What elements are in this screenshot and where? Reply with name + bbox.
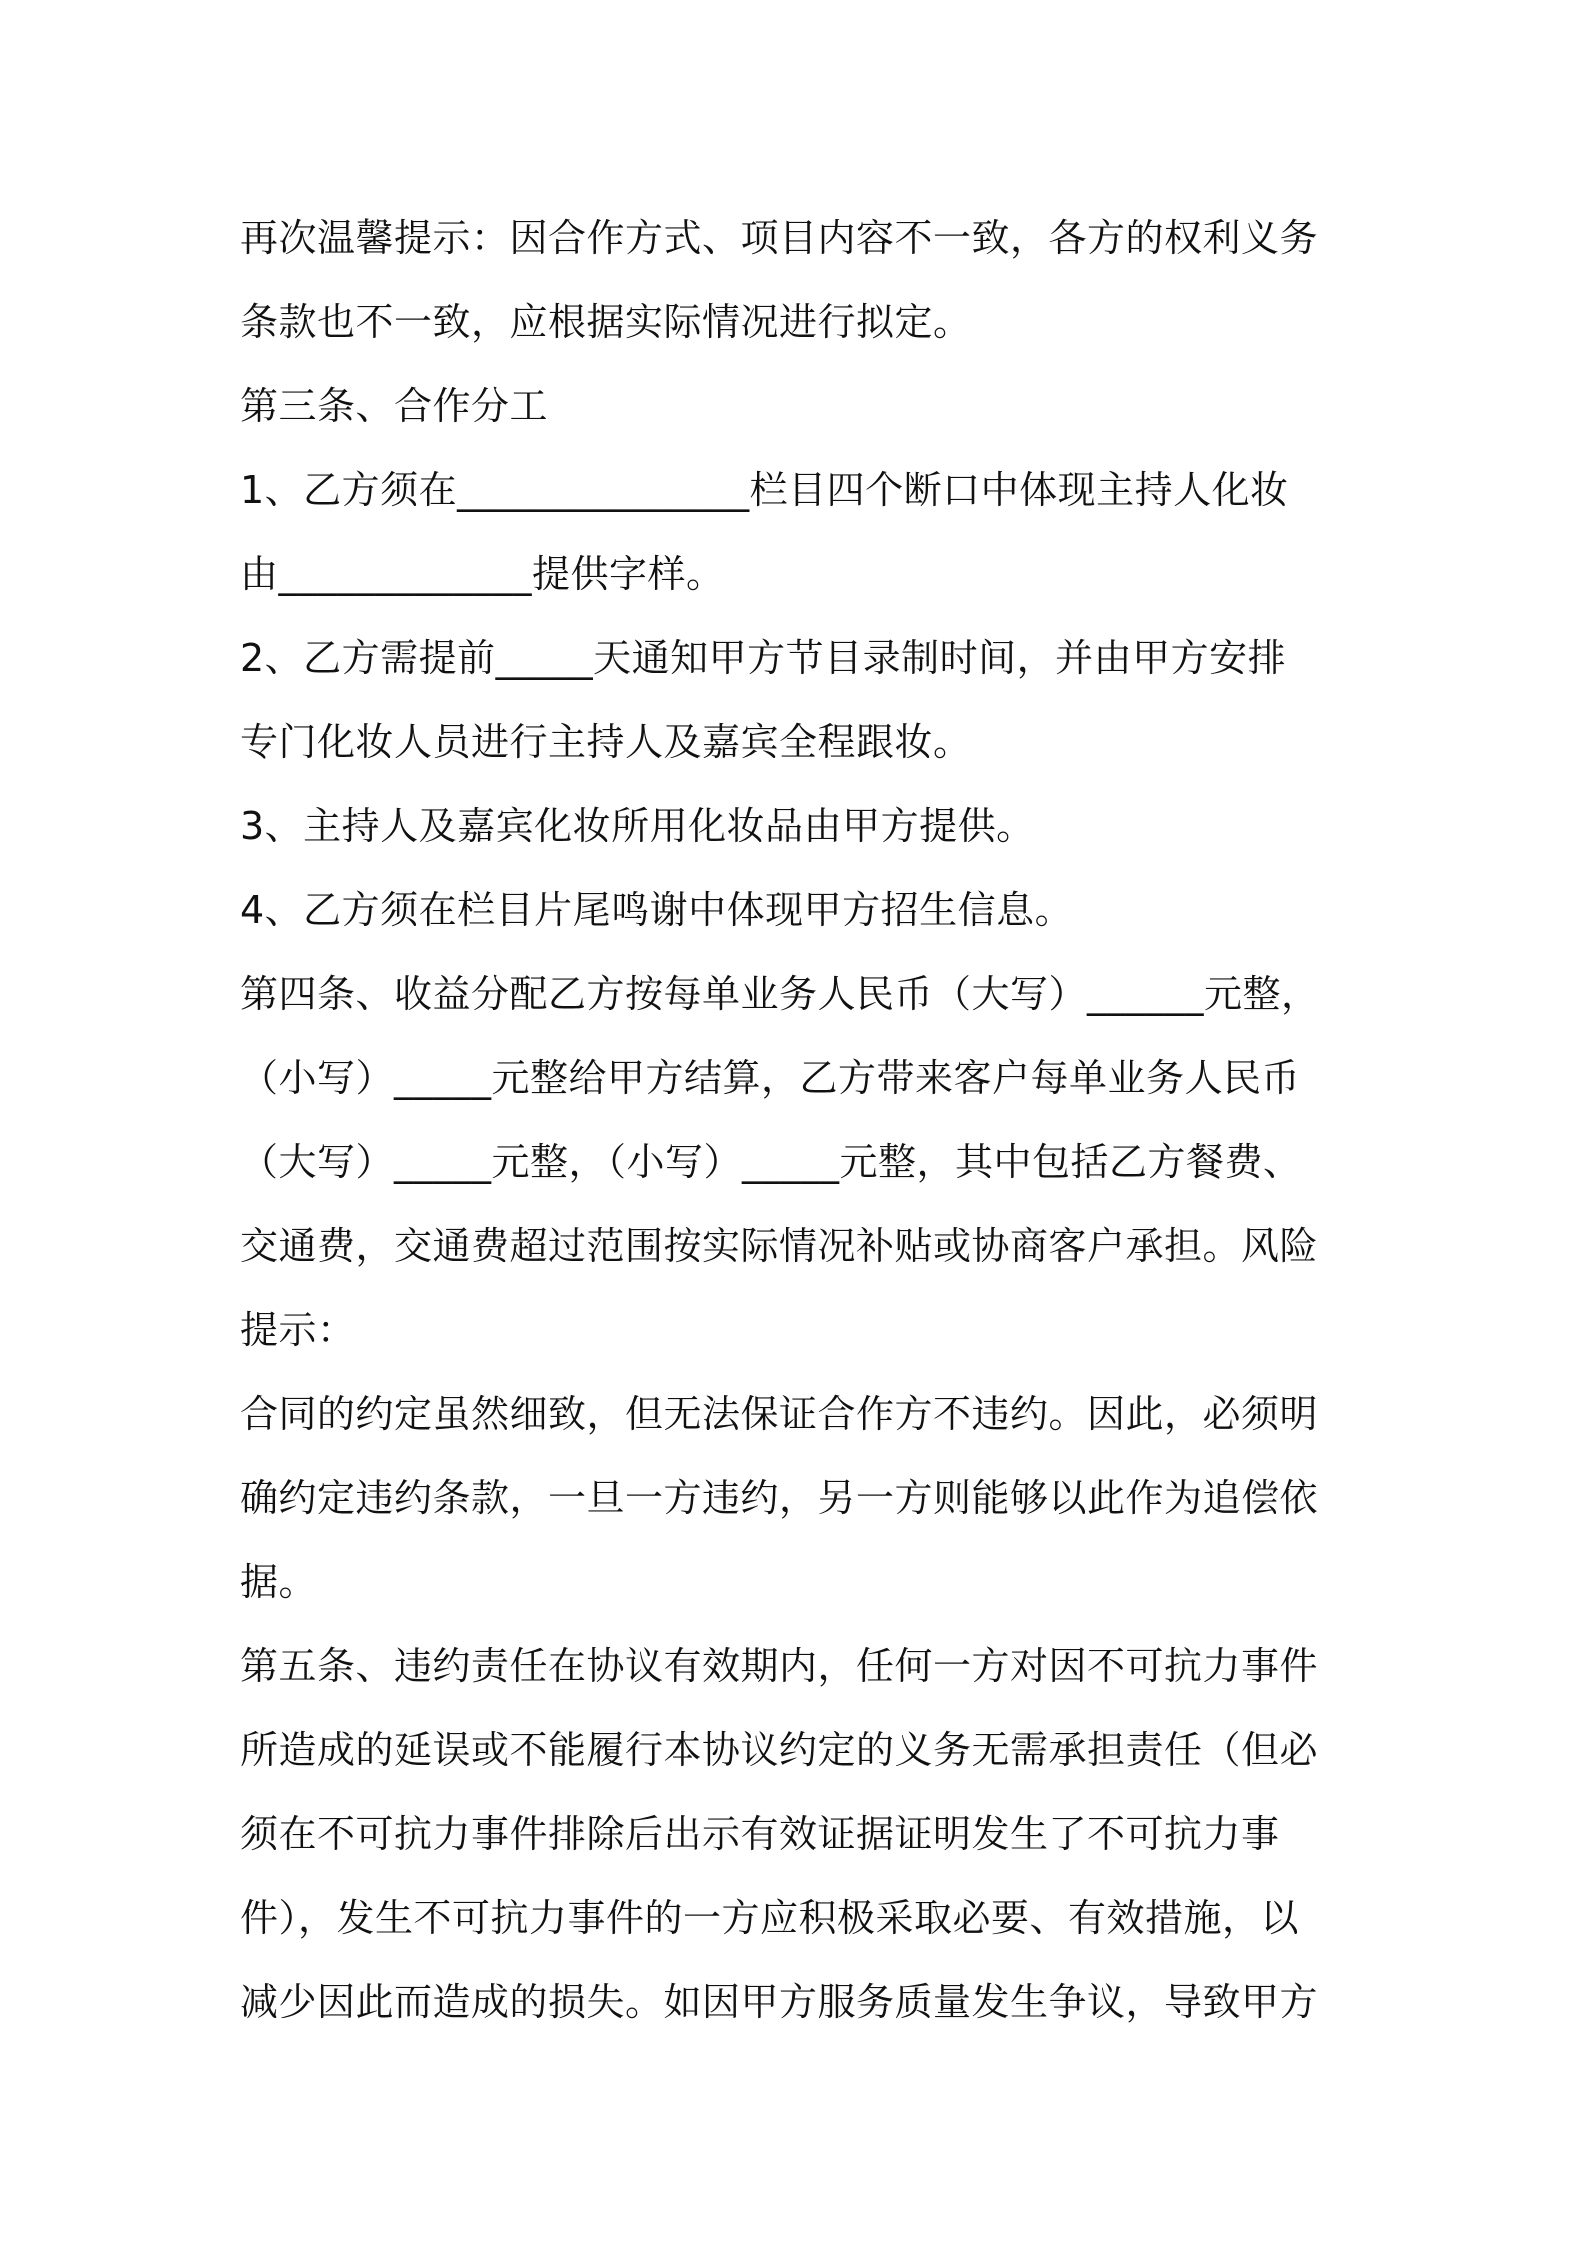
text-line: 由_____________提供字样。 xyxy=(240,552,725,596)
text-line: 再次温馨提示：因合作方式、项目内容不一致，各方的权利义务 xyxy=(240,216,1319,260)
text-line: 合同的约定虽然细致，但无法保证合作方不违约。因此，必须明 xyxy=(240,1392,1319,1436)
text-line: 减少因此而造成的损失。如因甲方服务质量发生争议，导致甲方 xyxy=(240,1980,1319,2024)
text-line: 据。 xyxy=(240,1560,318,1604)
text-line: 条款也不一致，应根据实际情况进行拟定。 xyxy=(240,300,972,344)
document-body xyxy=(240,196,1356,2044)
text-line: 第四条、收益分配乙方按每单业务人民币（大写）______元整， xyxy=(240,972,1320,1016)
text-line: （小写）_____元整给甲方结算，乙方带来客户每单业务人民币 xyxy=(240,1056,1301,1100)
text-line: 须在不可抗力事件排除后出示有效证据证明发生了不可抗力事 xyxy=(240,1812,1280,1856)
text-line: 交通费，交通费超过范围按实际情况补贴或协商客户承担。风险 xyxy=(240,1224,1319,1268)
text-line: 件），发生不可抗力事件的一方应积极采取必要、有效措施，以 xyxy=(240,1896,1300,1940)
text-line: 2、乙方需提前_____天通知甲方节目录制时间，并由甲方安排 xyxy=(240,636,1287,680)
text-line: 3、主持人及嘉宾化妆所用化妆品由甲方提供。 xyxy=(240,804,1035,848)
text-line: 第五条、违约责任在协议有效期内，任何一方对因不可抗力事件 xyxy=(240,1644,1319,1688)
text-line: 专门化妆人员进行主持人及嘉宾全程跟妆。 xyxy=(240,720,972,764)
text-line: 4、乙方须在栏目片尾鸣谢中体现甲方招生信息。 xyxy=(240,888,1074,932)
section-heading: 第三条、合作分工 xyxy=(240,384,549,428)
text-line: （大写）_____元整，（小写）_____元整，其中包括乙方餐费、 xyxy=(240,1140,1302,1184)
text-line: 提示： xyxy=(240,1308,356,1352)
text-line: 确约定违约条款，一旦一方违约，另一方则能够以此作为追偿依 xyxy=(240,1476,1319,1520)
text-line: 1、乙方须在_______________栏目四个断口中体现主持人化妆 xyxy=(240,468,1289,512)
text-line: 所造成的延误或不能履行本协议约定的义务无需承担责任（但必 xyxy=(240,1728,1319,1772)
